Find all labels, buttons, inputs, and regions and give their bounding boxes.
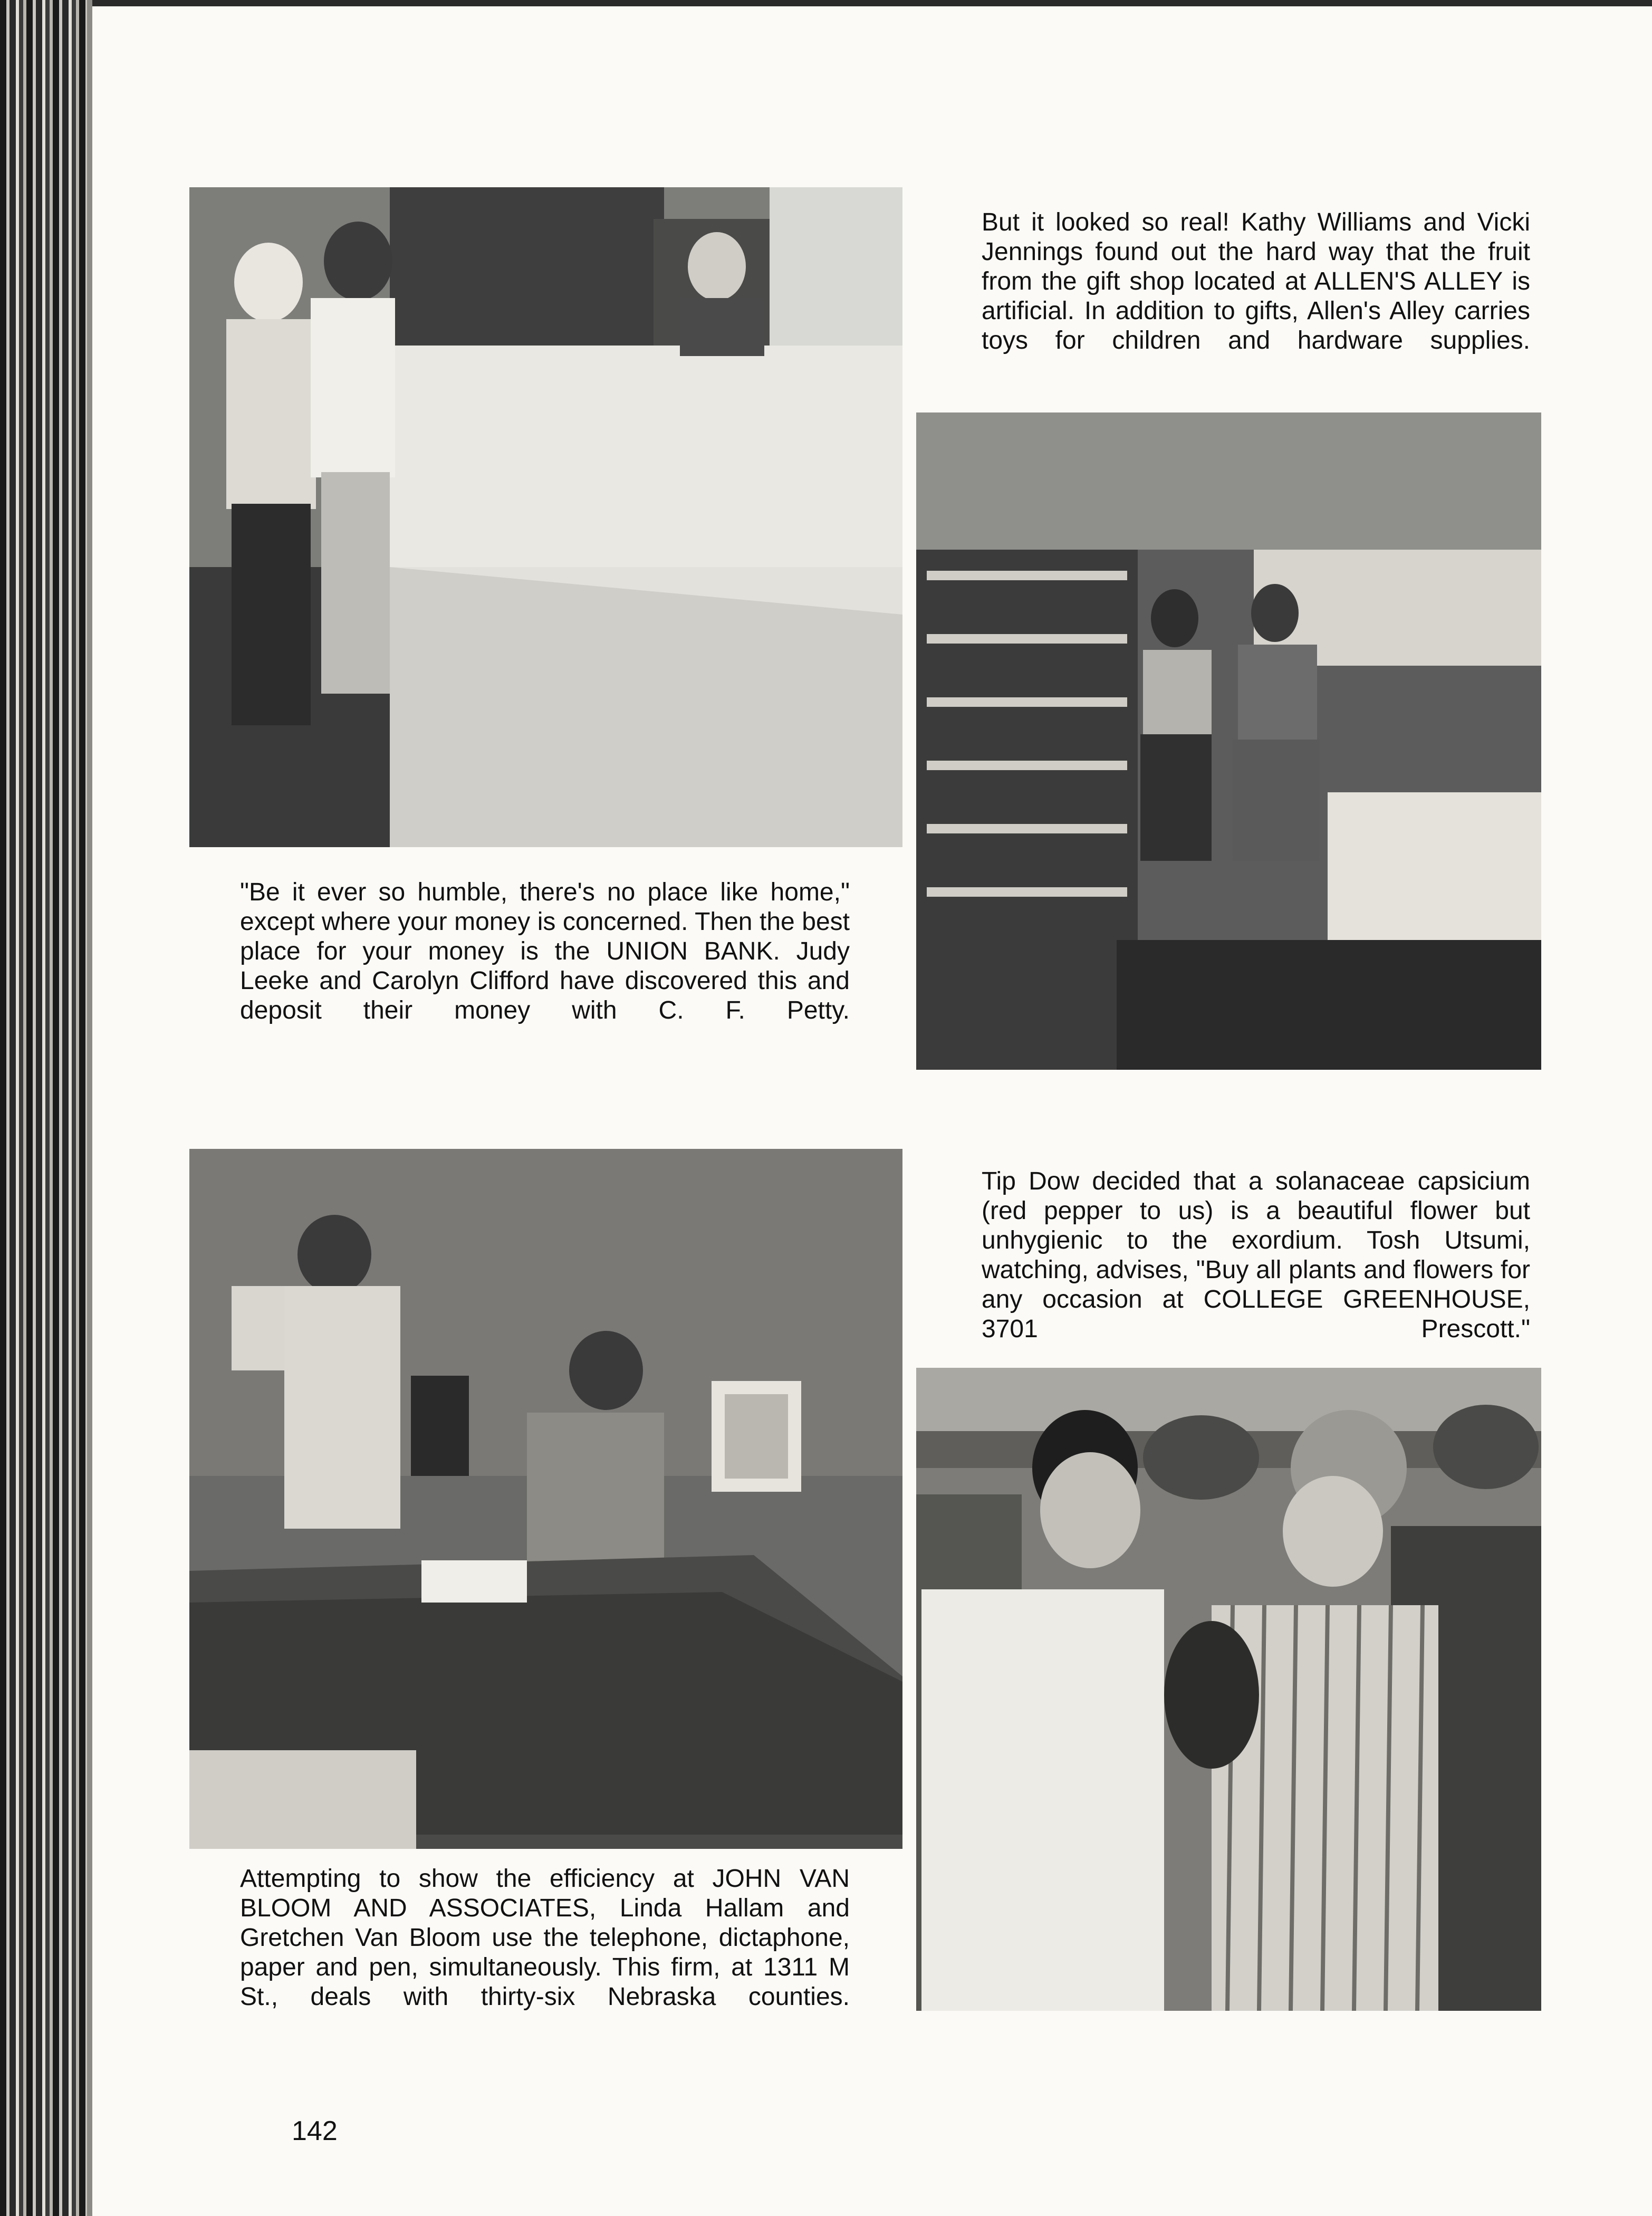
photo-allens-alley [916,412,1541,1070]
yearbook-page [92,6,1652,2216]
photo-van-bloom [189,1149,902,1849]
caption-van-bloom [240,1864,850,2012]
photo-allens-alley-image [916,412,1541,1070]
caption-allens-alley [982,208,1530,356]
photo-union-bank [189,187,902,847]
photo-union-bank-image [189,187,902,847]
caption-college-greenhouse-text: Tip Dow decided that a solanaceae capsicium (red pepper to us) is a beautiful flower but unhygienic to the exordium. Tosh Utsumi, watching, advises, "Buy all plants and flowers for any occasion at COLLEGE GREENHOUSE, 3701 Prescott." [982,1167,1530,1343]
caption-college-greenhouse [982,1167,1530,1344]
photo-college-greenhouse-image [916,1368,1541,2011]
page-number: 142 [292,2116,338,2146]
photo-college-greenhouse [916,1368,1541,2011]
caption-van-bloom-text: Attempting to show the efficiency at JOHN VAN BLOOM AND ASSOCIATES, Linda Hallam and Gretchen Van Bloom use the telephone, dictaphone, paper and pen, simultaneously. This firm, at 1311 M St., deals with thirty-six Nebraska counties. [240,1865,850,2011]
book-binding-edge [0,0,92,2216]
caption-allens-alley-text: But it looked so real! Kathy Williams and Vicki Jennings found out the hard way that the fruit from the gift shop located at ALLEN'S ALLEY is artificial. In addition to gifts, Allen's Alley carries toys for children and hardware supplies. [982,208,1530,354]
caption-union-bank-text: "Be it ever so humble, there's no place like home," except where your money is concerned. Then the best place for your money is the UNION BANK. Judy Leeke and Carolyn Clifford have discovered this and deposit their money with C. F. Petty. [240,878,850,1024]
caption-union-bank [240,878,850,1025]
photo-van-bloom-image [189,1149,902,1849]
page-top-edge [92,0,1652,6]
